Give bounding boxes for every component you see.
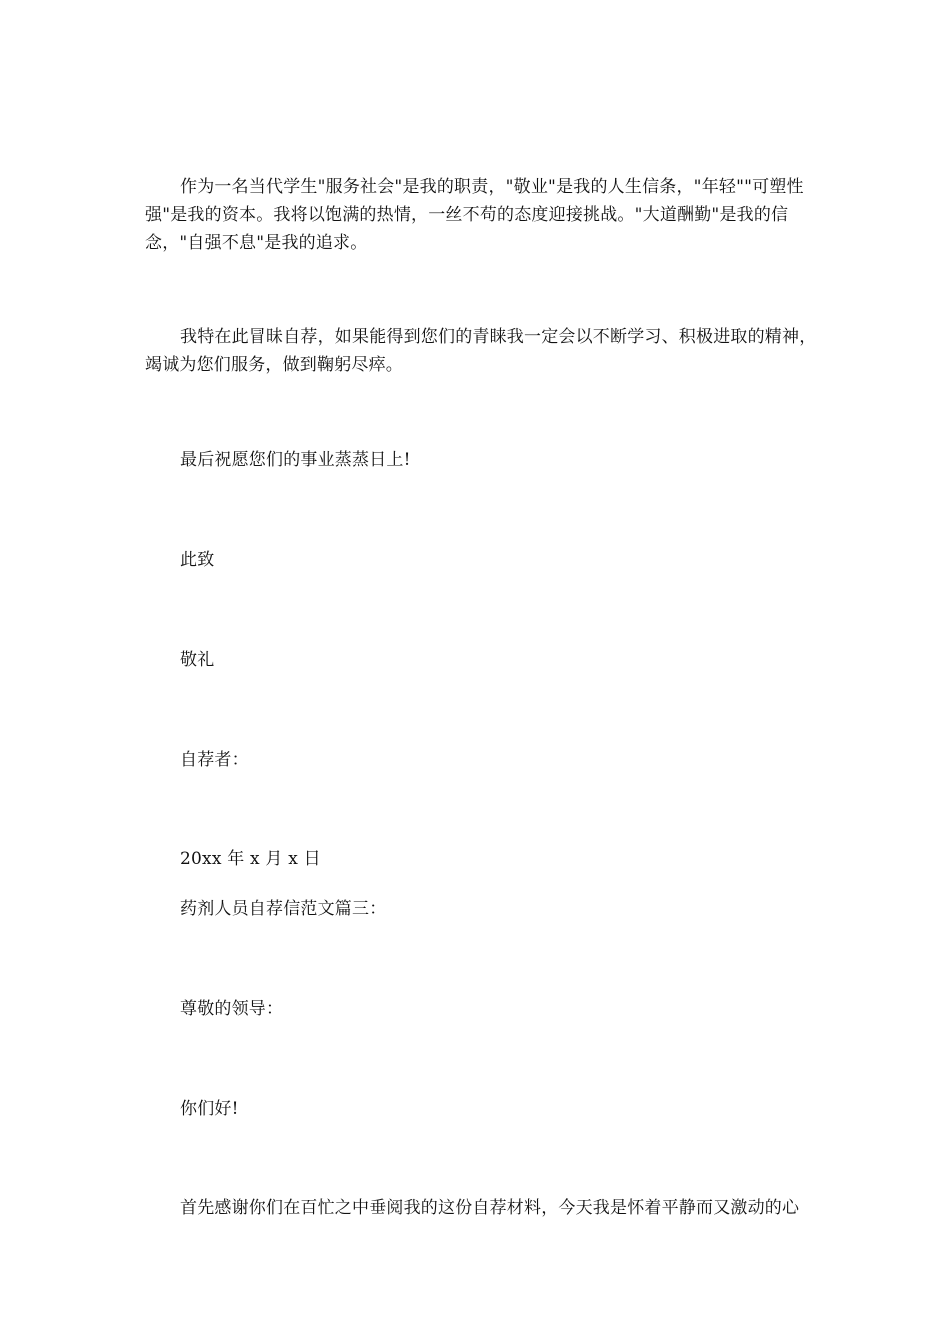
paragraph-1-line-2: 强"是我的资本。我将以饱满的热情，一丝不苟的态度迎接挑战。"大道酬勤"是我的信 [145,205,789,225]
paragraph-2-line-2: 竭诚为您们服务，做到鞠躬尽瘁。 [145,355,403,375]
opening-line: 首先感谢你们在百忙之中垂阅我的这份自荐材料，今天我是怀着平静而又激动的心 [180,1198,800,1218]
paragraph-1-line-1: 作为一名当代学生"服务社会"是我的职责，"敬业"是我的人生信条，"年轻""可塑性 [180,177,804,197]
signer-label: 自荐者： [180,750,249,770]
date-line: 20xx 年 x 月 x 日 [180,849,321,869]
salutation-ci-zhi: 此致 [180,550,215,570]
salutation-jing-li: 敬礼 [180,650,215,670]
paragraph-1-line-3: 念，"自强不息"是我的追求。 [145,233,368,253]
greeting-addressee: 尊敬的领导： [180,999,284,1019]
greeting: 你们好! [180,1099,239,1119]
paragraph-2-line-1: 我特在此冒昧自荐，如果能得到您们的青睐我一定会以不断学习、积极进取的精神， [180,327,817,347]
section-title: 药剂人员自荐信范文篇三： [180,899,387,919]
closing-wish: 最后祝愿您们的事业蒸蒸日上! [180,450,411,470]
